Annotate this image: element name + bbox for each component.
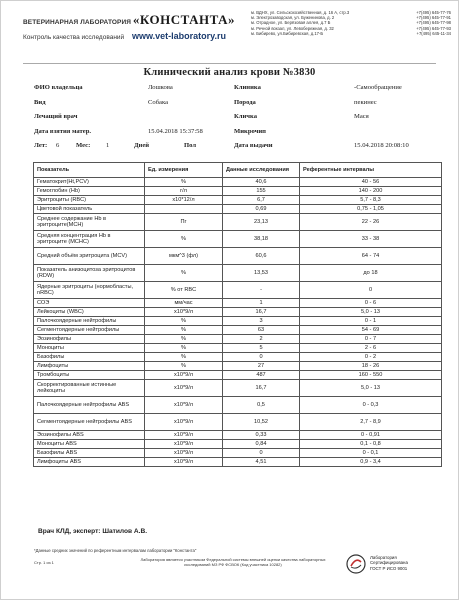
parameter-cell: Скорректированные истинные лейкоциты [34, 380, 145, 397]
pet-name-label: Кличка [234, 113, 257, 120]
reference-cell: 0,1 - 0,8 [300, 440, 442, 449]
result-cell: 1 [223, 299, 300, 308]
result-cell: 60,6 [223, 248, 300, 265]
unit-cell: % [145, 362, 223, 371]
table-row [34, 440, 442, 449]
unit-cell: % [145, 335, 223, 344]
lab-addresses [251, 10, 451, 36]
sample-date-value: 15.04.2018 15:37:58 [148, 127, 203, 135]
result-cell: 23,13 [223, 214, 300, 231]
reference-cell: 0 - 7 [300, 335, 442, 344]
lab-tagline: Контроль качества исследований [23, 34, 125, 41]
address-text: м. Бибирево, ул.Бибиревская, д.17-Б [251, 30, 324, 36]
reference-cell: 5,0 - 13 [300, 308, 442, 317]
table-row [34, 397, 442, 414]
table-row [34, 371, 442, 380]
table-row [34, 265, 442, 282]
accreditation-note: Лаборатория является участником Федеральной системы внешней оценки качества лабораторных исследований МЗ РФ ФСВОК (Код участника 10282) [140, 557, 326, 567]
header-divider [23, 63, 436, 64]
address-text: м. Электрозаводская, ул. Буженинова, д. 2 [251, 15, 335, 21]
phone-number: +7(495) 645-77-76 [416, 10, 451, 15]
address-text: м. Речной вокзал, ул. Левобережная, д. 32 [251, 25, 334, 31]
result-cell: 5 [223, 344, 300, 353]
parameter-cell: Моноциты ABS [34, 440, 145, 449]
reference-cell: 0 [300, 282, 442, 299]
parameter-cell: Цветовой показатель [34, 205, 145, 214]
reference-cell: 0,75 - 1,05 [300, 205, 442, 214]
table-row [34, 282, 442, 299]
unit-cell: % [145, 265, 223, 282]
page-number: Стр. 1 из 1 [34, 560, 54, 565]
parameter-cell: Базофилы ABS [34, 449, 145, 458]
unit-cell: г/л [145, 187, 223, 196]
unit-cell [145, 205, 223, 214]
parameter-cell: Сегментоядерные нейтрофилы ABS [34, 414, 145, 431]
parameter-cell: Средняя концентрация Hb в эритроците (MCHC) [34, 231, 145, 248]
reference-cell: 54 - 69 [300, 326, 442, 335]
reference-cell: 140 - 200 [300, 187, 442, 196]
table-row [34, 335, 442, 344]
species-label: Вид [34, 98, 46, 106]
table-row [34, 205, 442, 214]
parameter-cell: Эозинофилы [34, 335, 145, 344]
reference-cell: 22 - 26 [300, 214, 442, 231]
doctor-label: Лечащий врач [34, 113, 78, 120]
cert-line-3: ГОСТ Р ИСО 9001 [370, 565, 408, 571]
unit-cell: x10*9/л [145, 440, 223, 449]
months-label: Мес: [76, 142, 91, 149]
reference-cell: 2 - 6 [300, 344, 442, 353]
years-label: Лет: [34, 142, 48, 149]
lab-subline [23, 31, 235, 41]
phone-number: +7(495) 645-77-98 [416, 20, 451, 26]
species-value: Собака [148, 98, 169, 106]
parameter-cell: Эритроциты (RBC) [34, 196, 145, 205]
table-row [34, 231, 442, 248]
owner-label: ФИО владельца [34, 84, 83, 91]
reference-cell: до 18 [300, 265, 442, 282]
table-row [34, 380, 442, 397]
unit-cell: Пг [145, 214, 223, 231]
reference-cell: 0 - 1 [300, 317, 442, 326]
table-row [34, 344, 442, 353]
parameter-cell: Гематокрит(Ht,PCV) [34, 178, 145, 187]
certification-mark-icon [346, 554, 366, 574]
result-cell: 2 [223, 335, 300, 344]
parameter-cell: Ядерные эритроциты (нормобласты, nRBC) [34, 282, 145, 299]
parameter-cell: Палочкоядерные нейтрофилы ABS [34, 397, 145, 414]
lab-brand: «КОНСТАНТА» [132, 12, 236, 27]
phone-number: +7(495) 645-77-91 [416, 15, 451, 21]
col-header-unit: Ед. измерения [145, 163, 223, 178]
days-label: Дней [134, 142, 150, 149]
reference-cell: 0 - 6 [300, 299, 442, 308]
breed-label: Порода [234, 98, 256, 106]
table-row [34, 414, 442, 431]
microchip-label: Микрочип [234, 127, 266, 135]
reference-cell: 5,7 - 8,3 [300, 196, 442, 205]
reference-cell: 0 - 0,1 [300, 449, 442, 458]
result-cell: 4,51 [223, 458, 300, 467]
reference-cell: 0 - 0,3 [300, 397, 442, 414]
reference-cell: 2,7 - 8,9 [300, 414, 442, 431]
table-row [34, 187, 442, 196]
table-row [34, 214, 442, 231]
years-value: 6 [56, 142, 60, 149]
table-row [34, 431, 442, 440]
results-table [33, 162, 442, 467]
unit-cell: x10*9/л [145, 371, 223, 380]
unit-cell: x10*9/л [145, 397, 223, 414]
parameter-cell: Палочкоядерные нейтрофилы [34, 317, 145, 326]
parameter-cell: Сегментоядерные нейтрофилы [34, 326, 145, 335]
issue-date-label: Дата выдачи [234, 142, 273, 149]
table-row [34, 299, 442, 308]
reference-cell: 0 - 0,91 [300, 431, 442, 440]
parameter-cell: СОЭ [34, 299, 145, 308]
col-header-parameter: Показатель [34, 163, 145, 178]
table-row [34, 196, 442, 205]
parameter-cell: Тромбоциты [34, 371, 145, 380]
result-cell: 40,6 [223, 178, 300, 187]
reference-cell: 40 - 56 [300, 178, 442, 187]
table-row [34, 353, 442, 362]
result-cell: 16,7 [223, 380, 300, 397]
result-cell: 0,84 [223, 440, 300, 449]
result-cell: 6,7 [223, 196, 300, 205]
result-cell: - [223, 282, 300, 299]
certification-logo [346, 552, 438, 576]
result-cell: 0,33 [223, 431, 300, 440]
parameter-cell: Средний объём эритроцита (MCV) [34, 248, 145, 265]
footnote: *Данные средних значений по референтным интервалам лаборатории "Константа" [34, 548, 197, 553]
result-cell: 16,7 [223, 308, 300, 317]
address-row [251, 31, 451, 36]
result-cell: 0 [223, 353, 300, 362]
address-text: м. Отрадное, ул. Берёзовая аллея, д.7 Б [251, 20, 331, 26]
table-row [34, 308, 442, 317]
result-cell: 13,53 [223, 265, 300, 282]
pet-name-value: Мася [354, 113, 369, 120]
parameter-cell: Лимфоциты ABS [34, 458, 145, 467]
unit-cell: % [145, 326, 223, 335]
parameter-cell: Лейкоциты (WBC) [34, 308, 145, 317]
unit-cell: % [145, 231, 223, 248]
result-cell: 27 [223, 362, 300, 371]
clinic-label: Клиника [234, 84, 261, 91]
table-row [34, 326, 442, 335]
lab-header [23, 12, 235, 41]
phone-number: +7(495) 645-11-34 [416, 30, 451, 36]
parameter-cell: Показатель анизоцитоза эритроцитов (RDW) [34, 265, 145, 282]
cert-line-1: Лаборатория [370, 555, 397, 560]
result-cell: 10,52 [223, 414, 300, 431]
signing-doctor: Врач КЛД, эксперт: Шатилов А.В. [38, 528, 148, 535]
unit-cell: % [145, 353, 223, 362]
result-cell: 487 [223, 371, 300, 380]
reference-cell: 5,0 - 13 [300, 380, 442, 397]
result-cell: 0 [223, 449, 300, 458]
parameter-cell: Среднее содержание Hb в эритроците(MCH) [34, 214, 145, 231]
table-header-row [34, 163, 442, 178]
lab-url-link[interactable]: www.vet-laboratory.ru [132, 31, 227, 41]
col-header-reference: Референтные интервалы [300, 163, 442, 178]
lab-name [23, 12, 235, 28]
table-row [34, 449, 442, 458]
breed-value: пекинес [354, 98, 377, 106]
patient-info [34, 84, 444, 157]
unit-cell: % [145, 178, 223, 187]
result-cell: 155 [223, 187, 300, 196]
result-cell: 0,69 [223, 205, 300, 214]
reference-cell: 33 - 38 [300, 231, 442, 248]
sex-label: Пол [184, 142, 197, 149]
result-cell: 38,18 [223, 231, 300, 248]
parameter-cell: Лимфоциты [34, 362, 145, 371]
address-text: м. ВДНХ, ул. Сельскохозяйственная, д. 16 А, стр.3 [251, 10, 350, 15]
table-row [34, 458, 442, 467]
unit-cell: x10*12/л [145, 196, 223, 205]
reference-cell: 0,9 - 3,4 [300, 458, 442, 467]
unit-cell: x10*9/л [145, 380, 223, 397]
unit-cell: % [145, 317, 223, 326]
sample-date-label: Дата взятия матер. [34, 127, 92, 135]
parameter-cell: Гемоглобин (Hb) [34, 187, 145, 196]
table-row [34, 317, 442, 326]
clinic-value: -Самообращение [354, 84, 402, 91]
reference-cell: 18 - 26 [300, 362, 442, 371]
result-cell: 3 [223, 317, 300, 326]
table-row [34, 362, 442, 371]
unit-cell: % от RBC [145, 282, 223, 299]
col-header-result: Данные исследования [223, 163, 300, 178]
phone-number: +7(495) 645-77-93 [416, 25, 451, 31]
unit-cell: % [145, 344, 223, 353]
result-cell: 0,5 [223, 397, 300, 414]
lab-prefix: ВЕТЕРИНАРНАЯ ЛАБОРАТОРИЯ [23, 19, 131, 26]
cert-line-2: Сертифицирована [370, 560, 408, 566]
unit-cell: x10*9/л [145, 458, 223, 467]
unit-cell: x10*9/л [145, 308, 223, 317]
report-title: Клинический анализ крови №3830 [143, 67, 316, 78]
issue-date-value: 15.04.2018 20:08:10 [354, 142, 409, 149]
reference-cell: 0 - 2 [300, 353, 442, 362]
result-cell: 63 [223, 326, 300, 335]
owner-value: Лошкова [148, 84, 173, 91]
parameter-cell: Эозинофилы ABS [34, 431, 145, 440]
parameter-cell: Базофилы [34, 353, 145, 362]
unit-cell: x10*9/л [145, 414, 223, 431]
reference-cell: 160 - 550 [300, 371, 442, 380]
months-value: 1 [106, 142, 110, 149]
unit-cell: мм/час [145, 299, 223, 308]
table-row [34, 248, 442, 265]
unit-cell: x10*9/л [145, 449, 223, 458]
unit-cell: x10*9/л [145, 431, 223, 440]
reference-cell: 64 - 74 [300, 248, 442, 265]
parameter-cell: Моноциты [34, 344, 145, 353]
unit-cell: мкм^3 (фл) [145, 248, 223, 265]
table-row [34, 178, 442, 187]
